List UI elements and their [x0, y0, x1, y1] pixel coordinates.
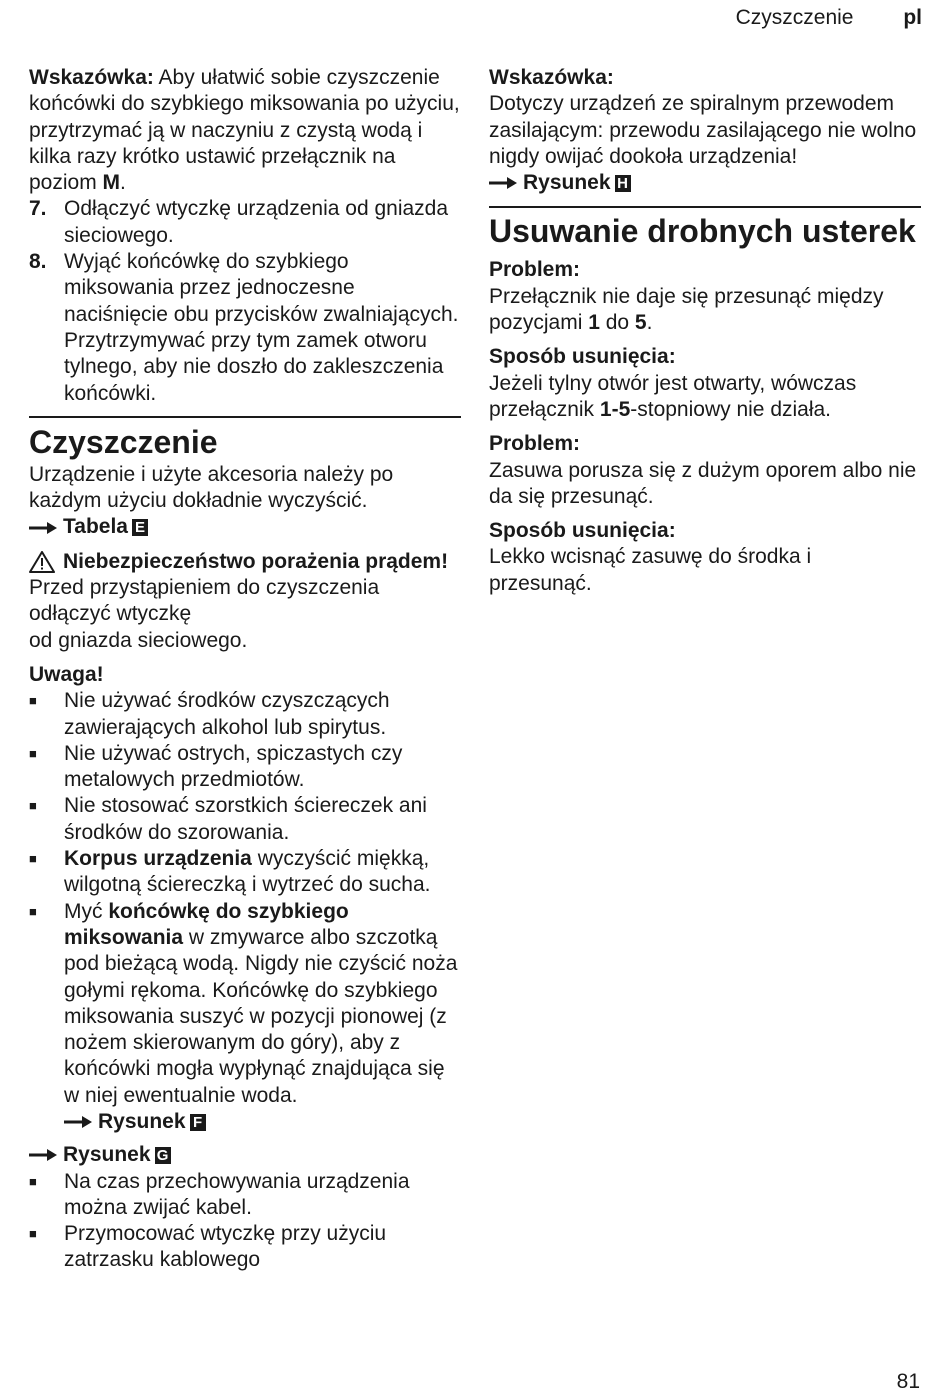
page-header — [736, 5, 922, 31]
section-title-cleaning: Czyszczenie — [29, 423, 218, 460]
uwaga-label: Uwaga! — [29, 662, 104, 686]
table-reference: Tabela E — [29, 514, 461, 540]
bullet-square-icon: ■ — [29, 745, 37, 761]
cleaning-intro: Urządzenie i użyte akcesoria należy po każdym użyciu dokładnie wyczyścić. — [29, 462, 394, 513]
list-item: ■ Przymocować wtyczkę przy użyciu zatrzasku kablowego — [29, 1221, 461, 1274]
header-language: pl — [903, 6, 922, 29]
table-key-badge: E — [132, 519, 148, 536]
list-item: ■ Nie używać ostrych, spiczastych czy metalowych przedmiotów. — [29, 741, 461, 794]
header-section: Czyszczenie — [735, 6, 854, 29]
figure-key-badge: H — [615, 175, 631, 192]
danger-warning — [29, 549, 461, 575]
solution-label: Sposób usunięcia: — [489, 519, 676, 543]
list-item: ■ Korpus urządzenia wyczyścić miękką, wilgotną ściereczką i wytrzeć do sucha. — [29, 846, 461, 899]
figure-key-badge: G — [155, 1147, 171, 1164]
bullet-square-icon: ■ — [29, 1226, 37, 1242]
bullet-square-icon: ■ — [29, 851, 37, 867]
problem-label: Problem: — [489, 432, 581, 456]
list-item: ■ Nie używać środków czyszczących zawierających alkohol lub spirytus. — [29, 688, 461, 741]
arrow-icon — [29, 521, 57, 535]
bullet-square-icon: ■ — [29, 798, 37, 814]
page-number: 81 — [896, 1370, 920, 1393]
left-column — [29, 65, 461, 1274]
danger-text-1: Przed przystąpieniem do czyszczenia odłączyć wtyczkę — [29, 576, 380, 626]
arrow-icon — [64, 1115, 92, 1129]
solution-text: Lekko wcisnąć zasuwę do środka i przesunąć. — [489, 545, 812, 595]
danger-text-2: od gniazda sieciowego. — [29, 628, 248, 652]
right-column — [489, 65, 921, 597]
list-item: ■ Myć końcówkę do szybkiego miksowania w zmywarce albo szczotką pod bieżącą wodą. Nigdy nie czyścić noża gołymi rękoma. Końcówkę do szybkiego miksowania suszyć w pozycji pionowej (z nożem skierowanym do góry), aby z końcówki mogła wypłynąć znajdująca się w niej ewentualnie woda. — [29, 899, 461, 1109]
step-8: 8. Wyjąć końcówkę do szybkiego miksowania przez jednoczesne naciśnięcie obu przycisków zwalniających. Przytrzymywać przy tym zamek otworu tylnego, aby nie doszło do zakleszczenia końcówki. — [29, 250, 459, 405]
problem-label: Problem: — [489, 258, 581, 282]
danger-title: Niebezpieczeństwo porażenia prądem! — [63, 549, 449, 573]
section-title-troubleshooting: Usuwanie drobnych usterek — [489, 213, 916, 250]
warning-triangle-icon — [29, 551, 55, 573]
arrow-icon — [489, 176, 517, 190]
step-7: 7. Odłączyć wtyczkę urządzenia od gniazda sieciowego. — [29, 197, 449, 247]
bullet-square-icon: ■ — [29, 1173, 37, 1189]
tip-paragraph: Wskazówka: Aby ułatwić sobie czyszczenie końcówki do szybkiego miksowania po użyciu, przytrzymać ją w naczyniu z czystą wodą i kilka razy krótko ustawić przełącznik na poziom M. — [29, 66, 460, 195]
bullet-square-icon: ■ — [29, 903, 37, 919]
problem-text: Zasuwa porusza się z dużym oporem albo nie da się przesunąć. — [489, 458, 917, 508]
tip-label: Wskazówka: — [489, 66, 614, 89]
figure-reference-g: Rysunek G — [29, 1142, 461, 1168]
figure-key-badge: F — [190, 1114, 206, 1131]
section-divider — [489, 206, 921, 208]
bullet-square-icon: ■ — [29, 693, 37, 709]
tip-text: Dotyczy urządzeń ze spiralnym przewodem zasilającym: przewodu zasilającego nie wolno nigdy owijać dookoła urządzenia! — [489, 92, 917, 168]
solution-text: Jeżeli tylny otwór jest otwarty, wówczas przełącznik 1-5-stopniowy nie działa. — [489, 371, 857, 421]
list-item: ■ Nie stosować szorstkich ściereczek ani środków do szorowania. — [29, 793, 461, 846]
problem-text: Przełącznik nie daje się przesunąć między pozycjami 1 do 5. — [489, 284, 884, 335]
list-item: ■ Na czas przechowywania urządzenia można zwijać kabel. — [29, 1169, 461, 1222]
arrow-icon — [29, 1148, 57, 1162]
figure-reference-f: Rysunek F — [64, 1109, 461, 1135]
section-divider — [29, 416, 461, 418]
solution-label: Sposób usunięcia: — [489, 345, 676, 369]
figure-reference-h: Rysunek H — [489, 170, 921, 196]
